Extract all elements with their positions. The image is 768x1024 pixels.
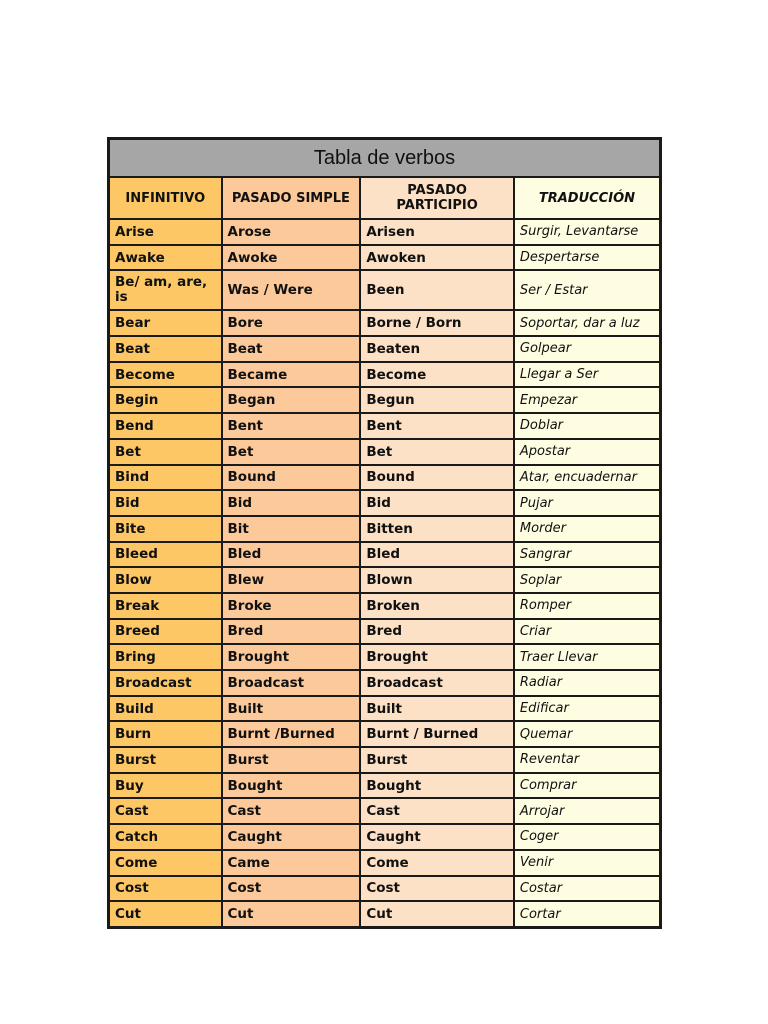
table-title: Tabla de verbos xyxy=(109,139,660,177)
cell-pasado-participio: Bought xyxy=(360,773,514,799)
cell-pasado-participio: Bitten xyxy=(360,516,514,542)
cell-pasado-participio: Bid xyxy=(360,490,514,516)
cell-pasado-participio: Cast xyxy=(360,798,514,824)
cell-pasado-participio: Cut xyxy=(360,901,514,927)
table-row xyxy=(109,567,660,593)
cell-infinitivo: Cost xyxy=(109,876,222,902)
cell-pasado-participio: Caught xyxy=(360,824,514,850)
cell-pasado-simple: Beat xyxy=(222,336,361,362)
table-row xyxy=(109,387,660,413)
table-row xyxy=(109,644,660,670)
cell-traduccion: Reventar xyxy=(514,747,660,773)
header-infinitivo: INFINITIVO xyxy=(109,177,222,219)
cell-traduccion: Despertarse xyxy=(514,245,660,271)
table-row xyxy=(109,798,660,824)
header-traduccion: TRADUCCIÓN xyxy=(514,177,660,219)
cell-pasado-simple: Cut xyxy=(222,901,361,927)
cell-infinitivo: Bleed xyxy=(109,542,222,568)
cell-pasado-simple: Bid xyxy=(222,490,361,516)
cell-traduccion: Radiar xyxy=(514,670,660,696)
table-row xyxy=(109,721,660,747)
cell-pasado-simple: Cast xyxy=(222,798,361,824)
title-row xyxy=(109,139,660,177)
cell-infinitivo: Bet xyxy=(109,439,222,465)
table-row xyxy=(109,542,660,568)
table-row xyxy=(109,516,660,542)
table-row xyxy=(109,490,660,516)
cell-pasado-participio: Blown xyxy=(360,567,514,593)
cell-infinitivo: Bring xyxy=(109,644,222,670)
cell-traduccion: Soplar xyxy=(514,567,660,593)
cell-pasado-simple: Was / Were xyxy=(222,270,361,310)
cell-infinitivo: Bind xyxy=(109,465,222,491)
cell-pasado-simple: Broke xyxy=(222,593,361,619)
cell-traduccion: Criar xyxy=(514,619,660,645)
cell-pasado-simple: Bought xyxy=(222,773,361,799)
cell-pasado-simple: Bled xyxy=(222,542,361,568)
cell-infinitivo: Burst xyxy=(109,747,222,773)
table-row xyxy=(109,362,660,388)
cell-pasado-participio: Cost xyxy=(360,876,514,902)
cell-pasado-participio: Become xyxy=(360,362,514,388)
cell-traduccion: Llegar a Ser xyxy=(514,362,660,388)
cell-pasado-participio: Bled xyxy=(360,542,514,568)
table-row xyxy=(109,310,660,336)
cell-infinitivo: Bend xyxy=(109,413,222,439)
cell-infinitivo: Broadcast xyxy=(109,670,222,696)
cell-pasado-simple: Bore xyxy=(222,310,361,336)
cell-infinitivo: Awake xyxy=(109,245,222,271)
cell-pasado-participio: Awoken xyxy=(360,245,514,271)
table-row xyxy=(109,850,660,876)
cell-pasado-simple: Began xyxy=(222,387,361,413)
cell-traduccion: Surgir, Levantarse xyxy=(514,219,660,245)
cell-pasado-simple: Built xyxy=(222,696,361,722)
cell-traduccion: Sangrar xyxy=(514,542,660,568)
cell-pasado-participio: Brought xyxy=(360,644,514,670)
cell-pasado-simple: Awoke xyxy=(222,245,361,271)
cell-pasado-participio: Broken xyxy=(360,593,514,619)
table-row xyxy=(109,773,660,799)
cell-pasado-simple: Bent xyxy=(222,413,361,439)
cell-traduccion: Cortar xyxy=(514,901,660,927)
cell-traduccion: Empezar xyxy=(514,387,660,413)
cell-infinitivo: Breed xyxy=(109,619,222,645)
table-row xyxy=(109,901,660,927)
cell-infinitivo: Build xyxy=(109,696,222,722)
cell-pasado-simple: Bit xyxy=(222,516,361,542)
cell-infinitivo: Beat xyxy=(109,336,222,362)
table-row xyxy=(109,824,660,850)
cell-pasado-participio: Broadcast xyxy=(360,670,514,696)
table-row xyxy=(109,465,660,491)
cell-infinitivo: Arise xyxy=(109,219,222,245)
table-row xyxy=(109,670,660,696)
cell-traduccion: Apostar xyxy=(514,439,660,465)
table-row xyxy=(109,245,660,271)
table-row xyxy=(109,219,660,245)
cell-traduccion: Coger xyxy=(514,824,660,850)
cell-infinitivo: Cut xyxy=(109,901,222,927)
cell-pasado-participio: Borne / Born xyxy=(360,310,514,336)
cell-pasado-participio: Bet xyxy=(360,439,514,465)
cell-infinitivo: Become xyxy=(109,362,222,388)
cell-pasado-simple: Bound xyxy=(222,465,361,491)
table-row xyxy=(109,413,660,439)
cell-pasado-participio: Bred xyxy=(360,619,514,645)
cell-infinitivo: Bid xyxy=(109,490,222,516)
table-row xyxy=(109,696,660,722)
header-pasado-participio: PASADO PARTICIPIO xyxy=(360,177,514,219)
cell-traduccion: Pujar xyxy=(514,490,660,516)
cell-pasado-simple: Became xyxy=(222,362,361,388)
cell-pasado-simple: Came xyxy=(222,850,361,876)
cell-traduccion: Comprar xyxy=(514,773,660,799)
cell-traduccion: Romper xyxy=(514,593,660,619)
cell-infinitivo: Burn xyxy=(109,721,222,747)
table-row xyxy=(109,270,660,310)
cell-pasado-participio: Been xyxy=(360,270,514,310)
cell-pasado-participio: Built xyxy=(360,696,514,722)
cell-infinitivo: Blow xyxy=(109,567,222,593)
table-row xyxy=(109,619,660,645)
cell-infinitivo: Be/ am, are, is xyxy=(109,270,222,310)
cell-pasado-simple: Burnt /Burned xyxy=(222,721,361,747)
cell-pasado-participio: Burnt / Burned xyxy=(360,721,514,747)
cell-infinitivo: Cast xyxy=(109,798,222,824)
cell-infinitivo: Catch xyxy=(109,824,222,850)
cell-pasado-simple: Bet xyxy=(222,439,361,465)
cell-traduccion: Doblar xyxy=(514,413,660,439)
cell-pasado-simple: Bred xyxy=(222,619,361,645)
table-row xyxy=(109,439,660,465)
cell-pasado-participio: Bound xyxy=(360,465,514,491)
cell-infinitivo: Buy xyxy=(109,773,222,799)
cell-pasado-simple: Brought xyxy=(222,644,361,670)
table-row xyxy=(109,876,660,902)
cell-pasado-simple: Burst xyxy=(222,747,361,773)
cell-traduccion: Arrojar xyxy=(514,798,660,824)
verb-list xyxy=(109,219,660,927)
table-row xyxy=(109,747,660,773)
cell-pasado-participio: Come xyxy=(360,850,514,876)
cell-infinitivo: Come xyxy=(109,850,222,876)
cell-pasado-simple: Blew xyxy=(222,567,361,593)
cell-traduccion: Venir xyxy=(514,850,660,876)
cell-traduccion: Quemar xyxy=(514,721,660,747)
cell-pasado-simple: Caught xyxy=(222,824,361,850)
cell-pasado-participio: Arisen xyxy=(360,219,514,245)
table-row xyxy=(109,593,660,619)
cell-infinitivo: Bite xyxy=(109,516,222,542)
cell-pasado-simple: Cost xyxy=(222,876,361,902)
cell-traduccion: Golpear xyxy=(514,336,660,362)
cell-traduccion: Soportar, dar a luz xyxy=(514,310,660,336)
table-row xyxy=(109,336,660,362)
cell-pasado-simple: Broadcast xyxy=(222,670,361,696)
verb-table xyxy=(107,137,662,929)
cell-pasado-participio: Begun xyxy=(360,387,514,413)
header-pasado-simple: PASADO SIMPLE xyxy=(222,177,361,219)
cell-traduccion: Atar, encuadernar xyxy=(514,465,660,491)
cell-traduccion: Ser / Estar xyxy=(514,270,660,310)
cell-traduccion: Edificar xyxy=(514,696,660,722)
cell-pasado-participio: Beaten xyxy=(360,336,514,362)
cell-traduccion: Traer Llevar xyxy=(514,644,660,670)
cell-pasado-participio: Bent xyxy=(360,413,514,439)
cell-infinitivo: Break xyxy=(109,593,222,619)
cell-infinitivo: Begin xyxy=(109,387,222,413)
cell-pasado-simple: Arose xyxy=(222,219,361,245)
header-row xyxy=(109,177,660,219)
cell-traduccion: Morder xyxy=(514,516,660,542)
cell-traduccion: Costar xyxy=(514,876,660,902)
cell-pasado-participio: Burst xyxy=(360,747,514,773)
cell-infinitivo: Bear xyxy=(109,310,222,336)
